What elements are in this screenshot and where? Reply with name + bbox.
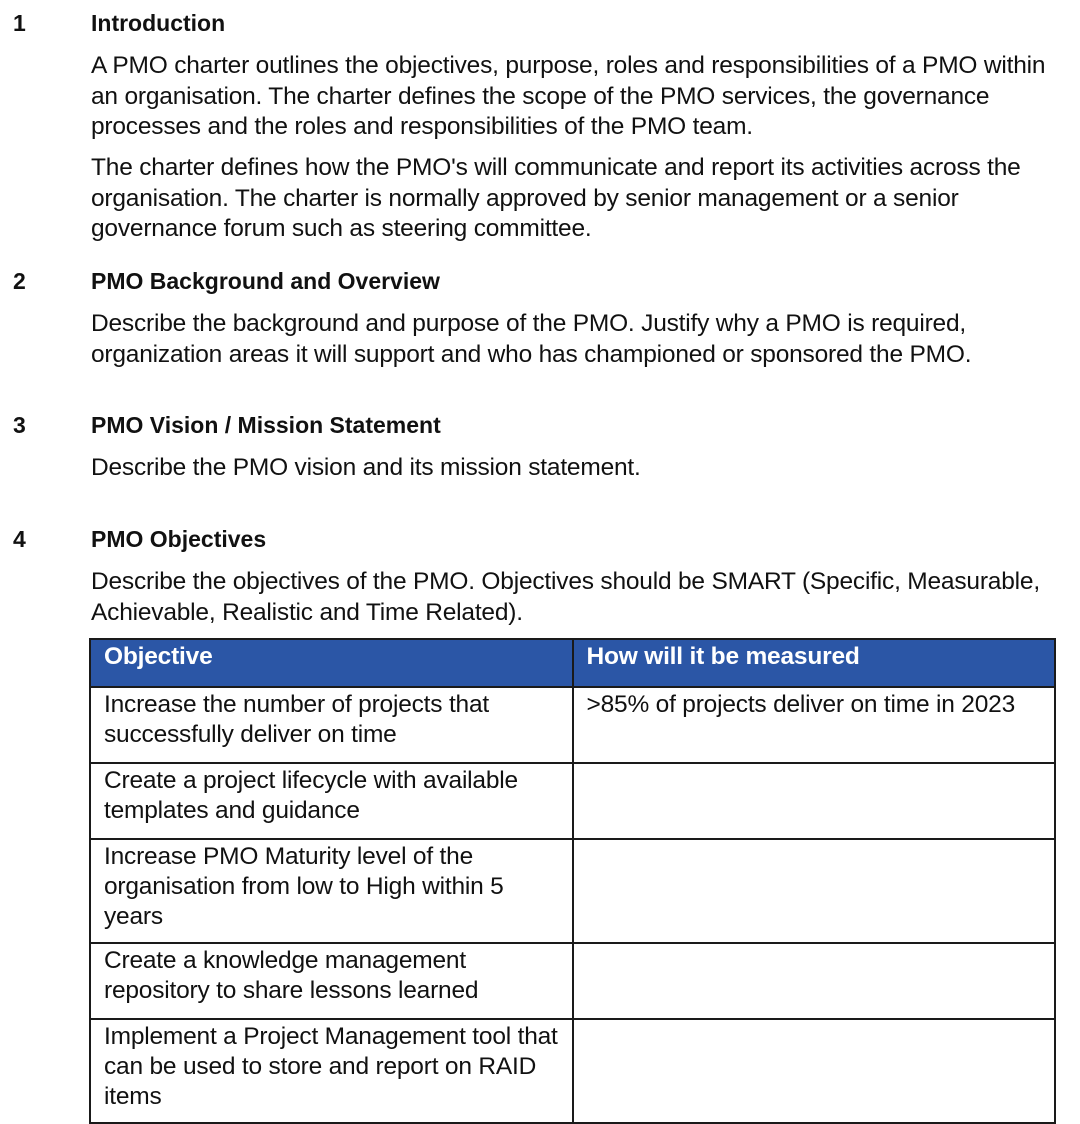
objectives-table <box>89 638 1056 1124</box>
section-number: 3 <box>13 412 26 438</box>
table-row <box>90 839 1055 943</box>
measure-cell <box>573 1019 1056 1123</box>
section-title: PMO Vision / Mission Statement <box>91 412 441 438</box>
measure-cell <box>573 763 1056 839</box>
paragraph: Describe the objectives of the PMO. Objectives should be SMART (Specific, Measurable, Achievable, Realistic and Time Related). <box>91 568 1040 626</box>
table-row <box>90 763 1055 839</box>
measure-cell <box>573 943 1056 1019</box>
section-title: Introduction <box>91 10 226 36</box>
section-number: 4 <box>13 526 26 552</box>
objective-cell: Increase PMO Maturity level of the organisation from low to High within 5 years <box>90 839 573 943</box>
measure-cell: >85% of projects deliver on time in 2023 <box>573 687 1056 763</box>
objective-cell: Increase the number of projects that successfully deliver on time <box>90 687 573 763</box>
column-header-measure: How will it be measured <box>573 639 1056 687</box>
paragraph: The charter defines how the PMO's will communicate and report its activities across the organisation. The charter is normally approved by senior management or a senior governance forum such as steering committee. <box>91 154 1021 242</box>
section-number: 1 <box>13 10 26 36</box>
paragraph: A PMO charter outlines the objectives, purpose, roles and responsibilities of a PMO within an organisation. The charter defines the scope of the PMO services, the governance processes and the roles and responsibilities of the PMO team. <box>91 52 1046 140</box>
table-row <box>90 943 1055 1019</box>
column-header-objective: Objective <box>90 639 573 687</box>
objective-cell: Create a project lifecycle with available templates and guidance <box>90 763 573 839</box>
table-row <box>90 1019 1055 1123</box>
section-number: 2 <box>13 268 26 294</box>
section-title: PMO Background and Overview <box>91 268 440 294</box>
objective-cell: Create a knowledge management repository to share lessons learned <box>90 943 573 1019</box>
paragraph: Describe the background and purpose of the PMO. Justify why a PMO is required, organization areas it will support and who has championed or sponsored the PMO. <box>91 310 972 368</box>
section-title: PMO Objectives <box>91 526 267 552</box>
objective-cell: Implement a Project Management tool that can be used to store and report on RAID items <box>90 1019 573 1123</box>
paragraph: Describe the PMO vision and its mission statement. <box>91 454 641 481</box>
measure-cell <box>573 839 1056 943</box>
table-row <box>90 687 1055 763</box>
table-header-row <box>90 639 1055 687</box>
